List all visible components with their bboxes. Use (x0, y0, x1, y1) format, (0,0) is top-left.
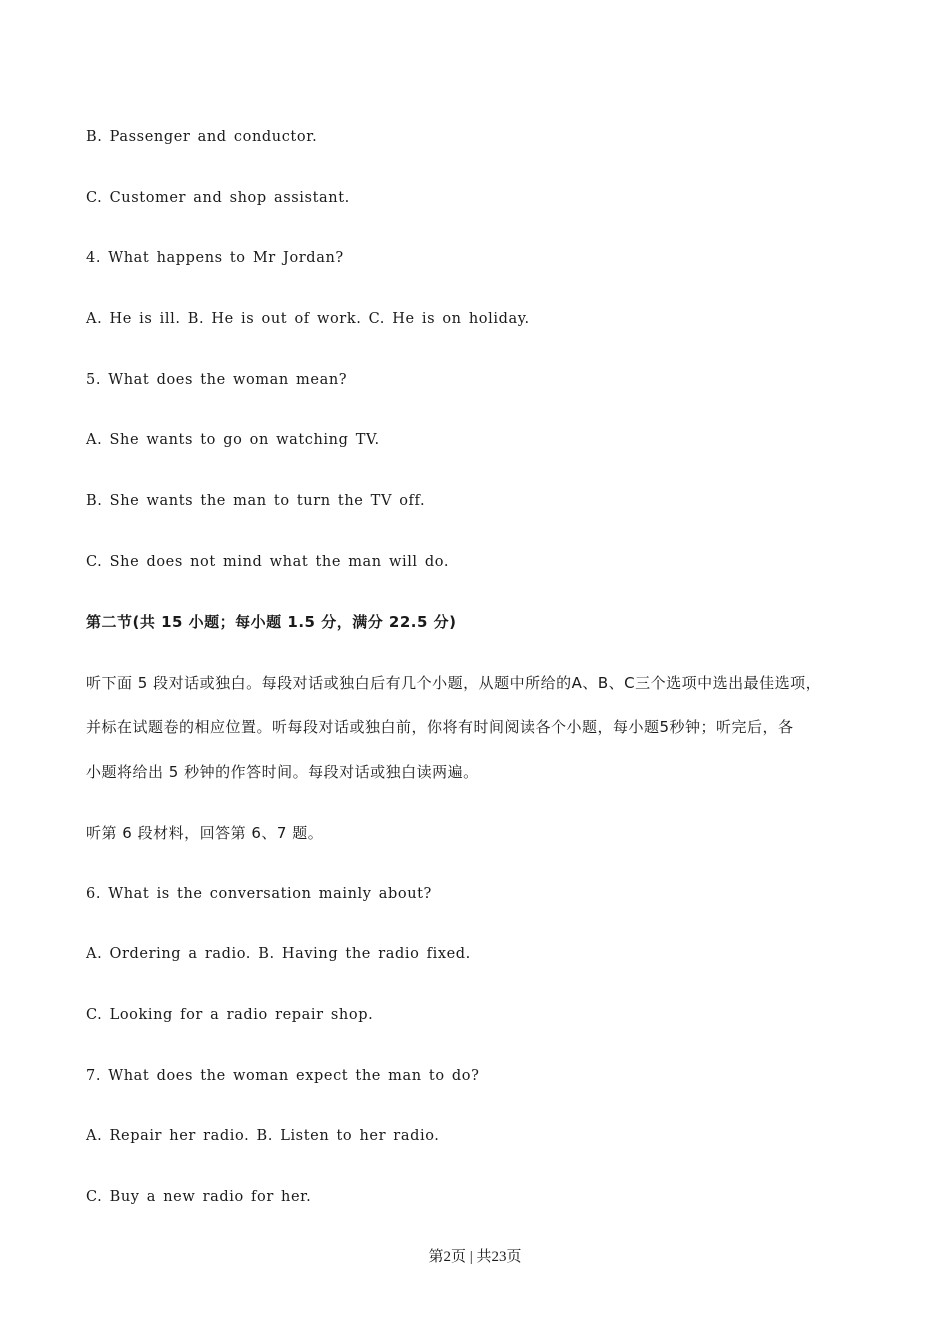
q4-options: A. He is ill. B. He is out of work. C. He is on holiday. (86, 311, 530, 327)
q7-options-ab: A. Repair her radio. B. Listen to her radio. (86, 1128, 440, 1144)
q6-options-ab: A. Ordering a radio. B. Having the radio fixed. (86, 946, 471, 962)
q5-option-a: A. She wants to go on watching TV. (86, 432, 380, 448)
page-number-footer: 第2页 | 共23页 (428, 1249, 522, 1265)
q7-option-c: C. Buy a new radio for her. (86, 1189, 312, 1205)
q3-option-b: B. Passenger and conductor. (86, 129, 318, 145)
question-7: 7. What does the woman expect the man to do? (86, 1068, 480, 1084)
instructions-line-2: 并标在试题卷的相应位置。听每段对话或独白前，你将有时间阅读各个小题，每小题5秒钟；听完后，各 (86, 718, 794, 736)
q3-option-c: C. Customer and shop assistant. (86, 190, 350, 206)
section-2-heading: 第二节(共 15 小题；每小题 1.5 分，满分 22.5 分) (86, 613, 457, 631)
question-6: 6. What is the conversation mainly about? (86, 886, 432, 902)
instructions-line-3: 小题将给出 5 秒钟的作答时间。每段对话或独白读两遍。 (86, 763, 479, 781)
instructions-line-1: 听下面 5 段对话或独白。每段对话或独白后有几个小题，从题中所给的A、B、C三个选项中选出最佳选项， (86, 674, 822, 692)
q6-option-c: C. Looking for a radio repair shop. (86, 1007, 374, 1023)
q5-option-c: C. She does not mind what the man will do. (86, 554, 450, 570)
question-5: 5. What does the woman mean? (86, 372, 348, 388)
q5-option-b: B. She wants the man to turn the TV off. (86, 493, 426, 509)
question-4: 4. What happens to Mr Jordan? (86, 250, 344, 266)
material-6-label: 听第 6 段材料，回答第 6、7 题。 (86, 824, 324, 842)
